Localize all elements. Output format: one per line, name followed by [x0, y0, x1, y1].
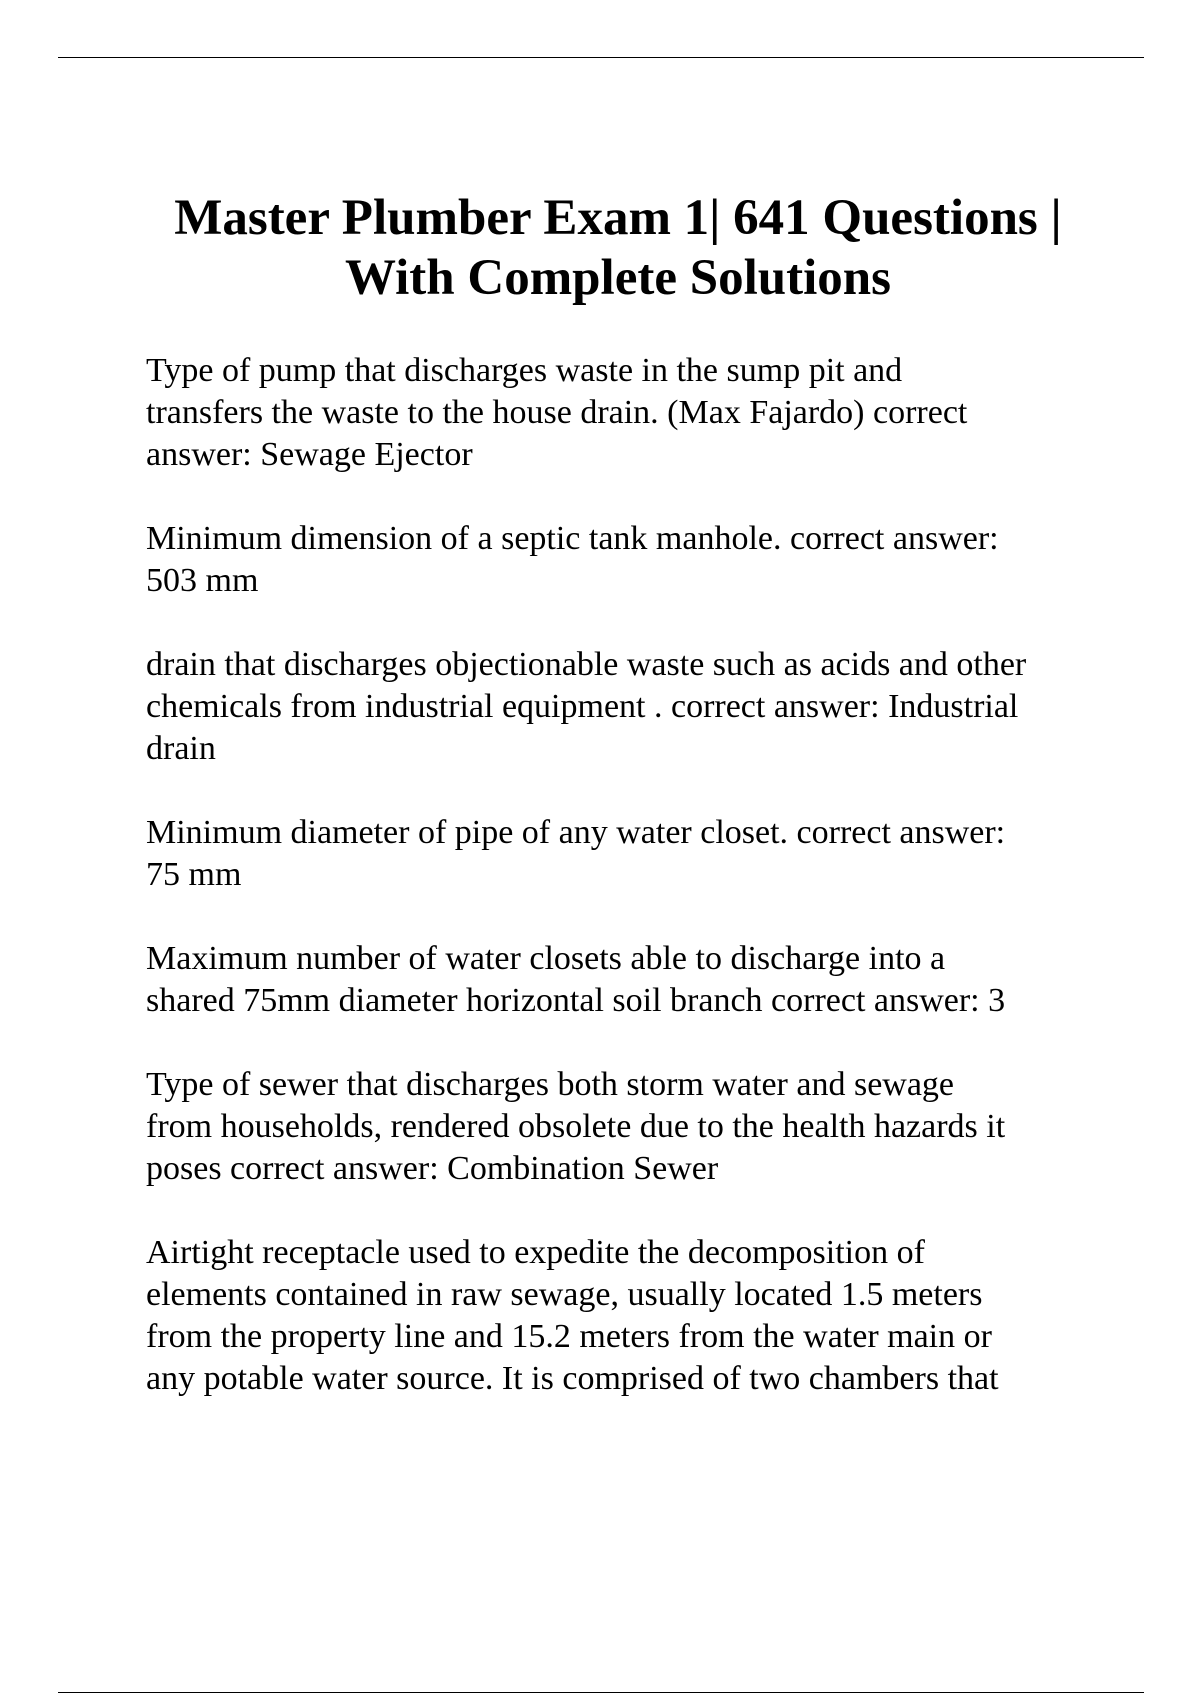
qa-list [146, 350, 1146, 1442]
qa-line: Minimum diameter of pipe of any water closet. correct answer: [146, 814, 1006, 851]
title-line-1: Master Plumber Exam 1| 641 Questions | [174, 190, 1062, 246]
top-rule [58, 57, 1144, 58]
qa-item-1 [146, 350, 1146, 476]
qa-line: from households, rendered obsolete due to the health hazards it [146, 1108, 1006, 1145]
qa-line: poses correct answer: Combination Sewer [146, 1150, 719, 1187]
qa-line: 503 mm [146, 562, 259, 599]
qa-item-6 [146, 1064, 1146, 1190]
title-line-2: With Complete Solutions [345, 250, 891, 306]
qa-item-7 [146, 1232, 1146, 1400]
bottom-rule [58, 1692, 1144, 1693]
qa-line: Airtight receptacle used to expedite the decomposition of [146, 1234, 925, 1271]
qa-item-3 [146, 644, 1146, 770]
qa-line: Maximum number of water closets able to discharge into a [146, 940, 946, 977]
page-title [58, 188, 1178, 308]
qa-line: 75 mm [146, 856, 242, 893]
qa-line: shared 75mm diameter horizontal soil branch correct answer: 3 [146, 982, 1006, 1019]
qa-item-4 [146, 812, 1146, 896]
qa-line: chemicals from industrial equipment . correct answer: Industrial [146, 688, 1019, 725]
qa-item-5 [146, 938, 1146, 1022]
qa-line: drain [146, 730, 216, 767]
qa-line: any potable water source. It is comprised of two chambers that [146, 1360, 999, 1397]
qa-line: Type of pump that discharges waste in the sump pit and [146, 352, 903, 389]
qa-line: Type of sewer that discharges both storm water and sewage [146, 1066, 955, 1103]
qa-line: drain that discharges objectionable waste such as acids and other [146, 646, 1027, 683]
qa-line: from the property line and 15.2 meters from the water main or [146, 1318, 992, 1355]
qa-line: elements contained in raw sewage, usually located 1.5 meters [146, 1276, 983, 1313]
qa-item-2 [146, 518, 1146, 602]
qa-line: answer: Sewage Ejector [146, 436, 473, 473]
qa-line: transfers the waste to the house drain. (Max Fajardo) correct [146, 394, 968, 431]
qa-line: Minimum dimension of a septic tank manhole. correct answer: [146, 520, 999, 557]
